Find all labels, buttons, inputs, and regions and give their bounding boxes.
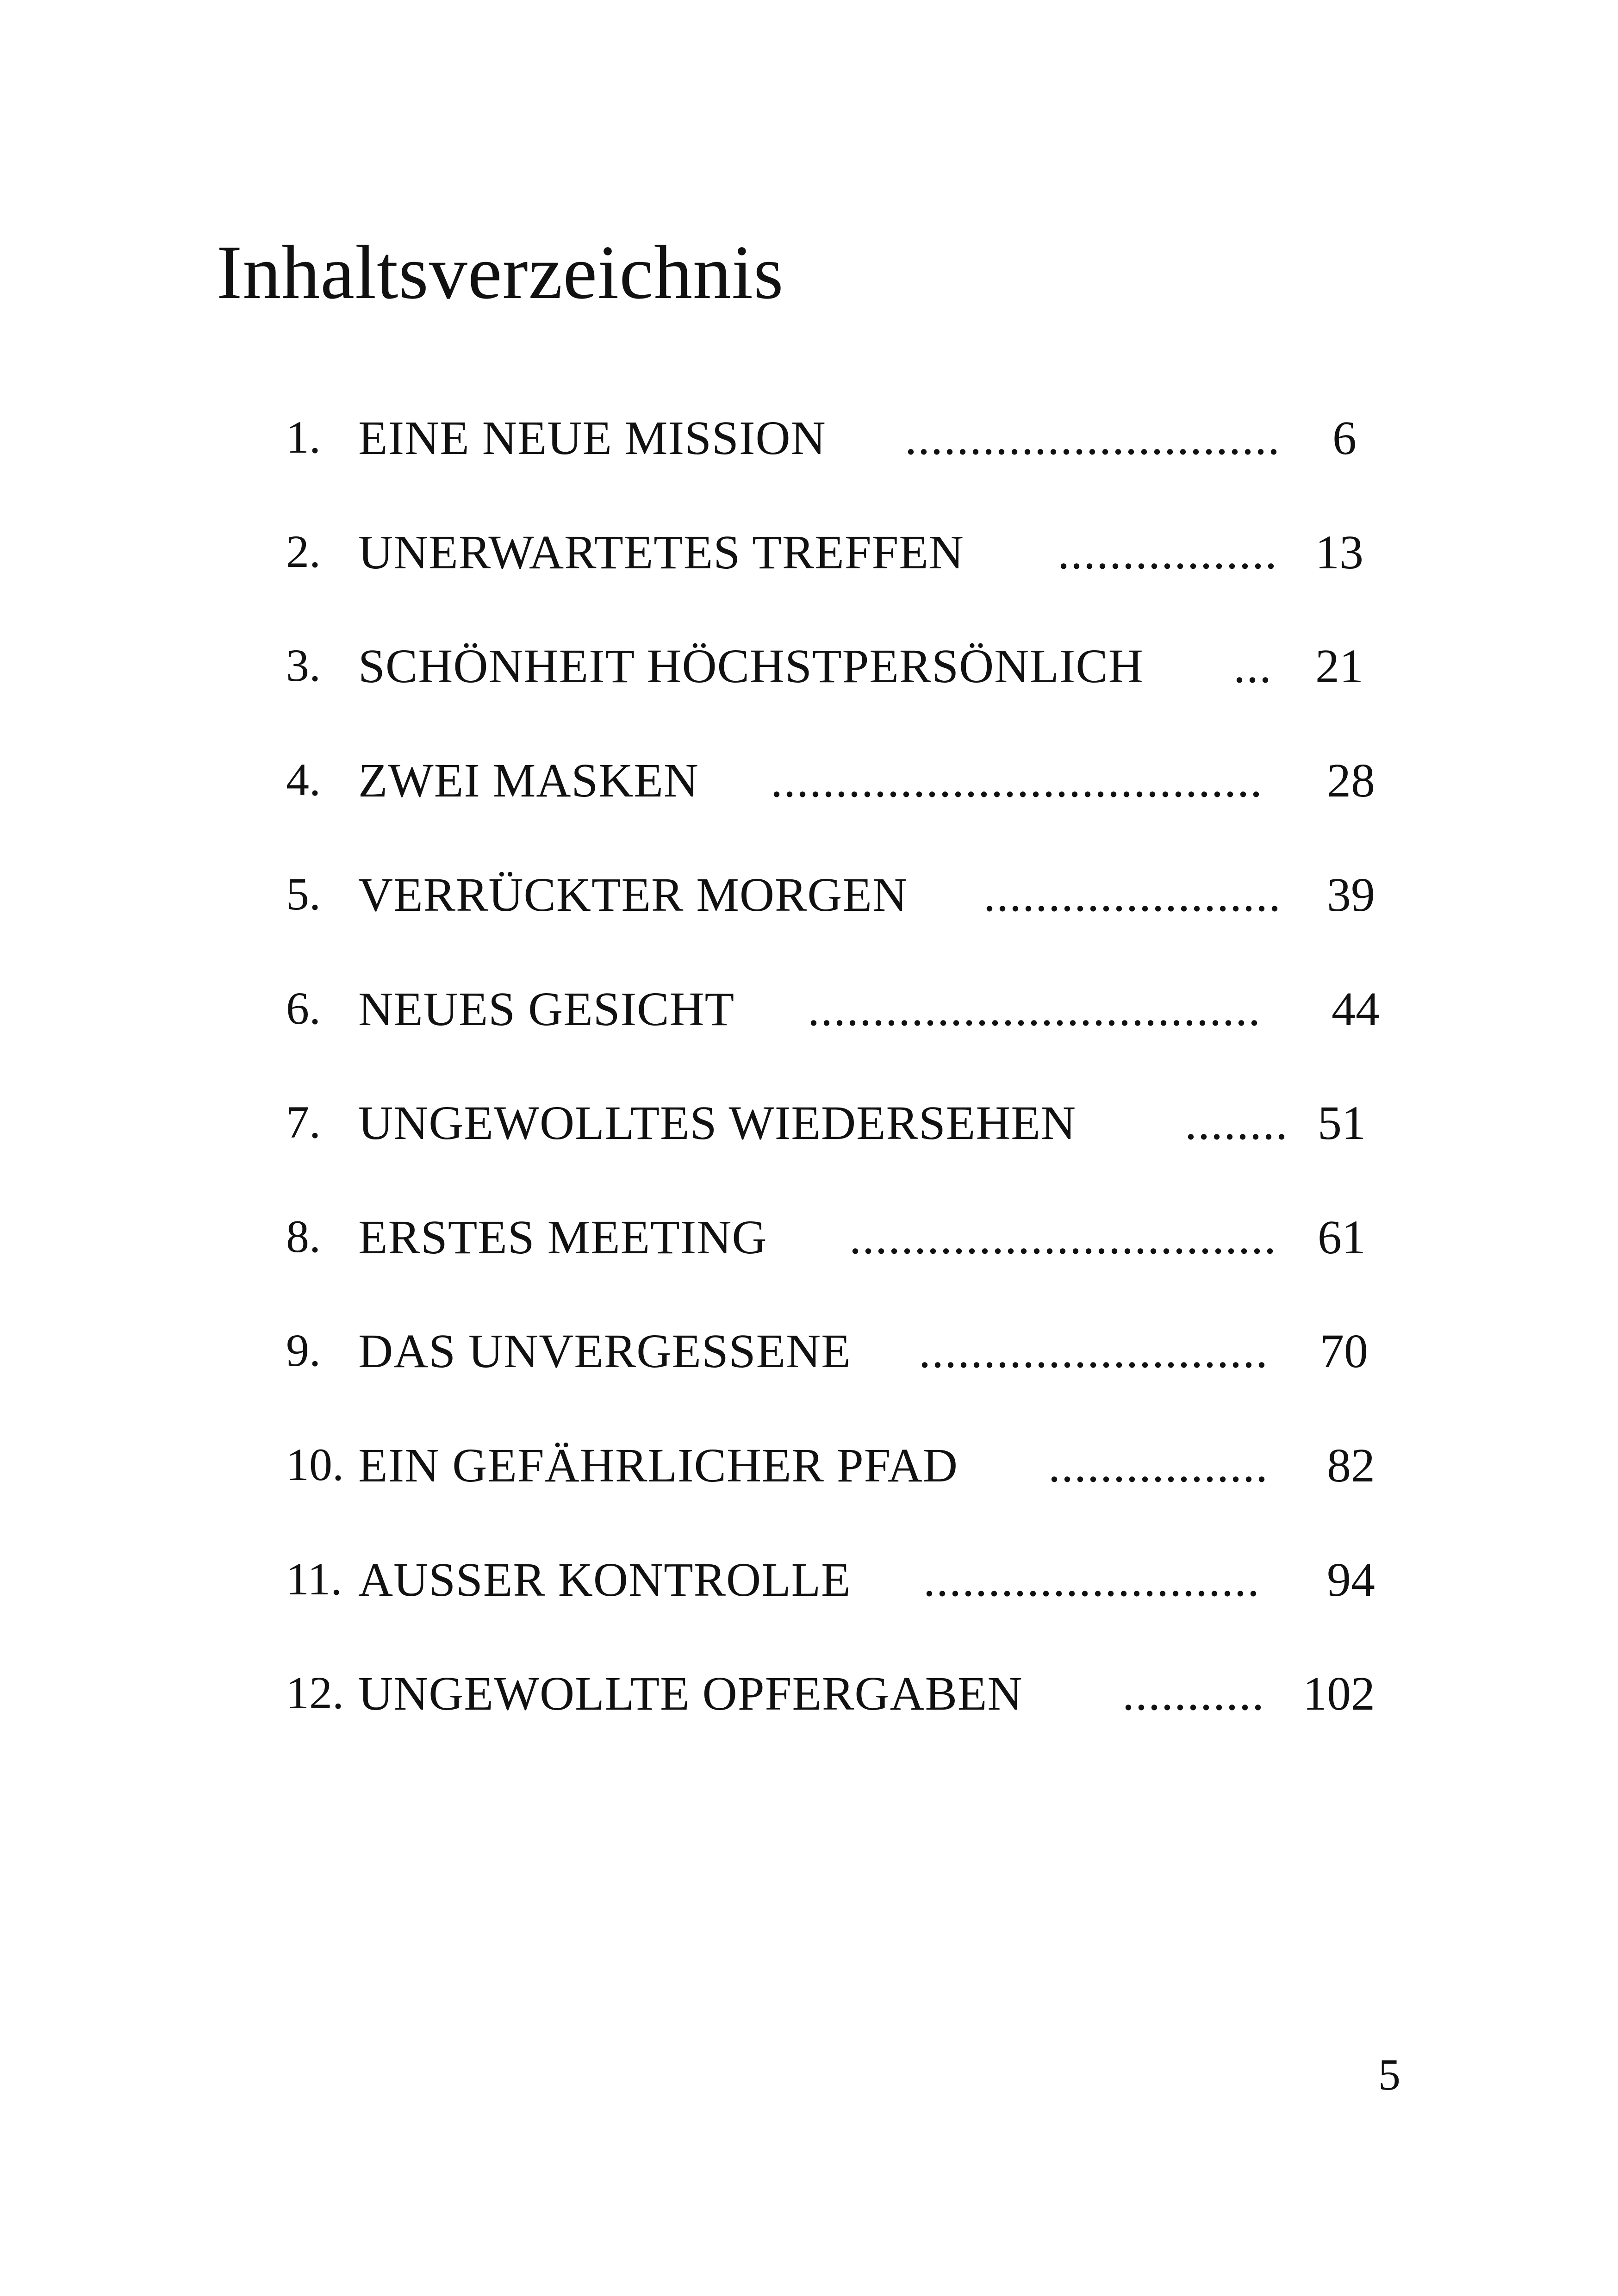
toc-entry[interactable]	[0, 1204, 1618, 1278]
toc-entry-number: 12.	[286, 1667, 344, 1718]
toc-dot-leader: ...	[1233, 642, 1272, 691]
toc-entry[interactable]	[0, 1090, 1618, 1164]
toc-entry-title: VERRÜCKTER MORGEN	[358, 868, 908, 921]
toc-entry-title: AUSSER KONTROLLE	[358, 1553, 851, 1606]
toc-entry-title: ZWEI MASKEN	[358, 754, 699, 807]
toc-entry-page: 94	[1327, 1553, 1375, 1606]
page-title: Inhaltsverzeichnis	[217, 230, 784, 315]
toc-entry-page: 21	[1315, 640, 1363, 693]
toc-entry-page: 70	[1320, 1325, 1368, 1378]
toc-entry-page: 44	[1332, 983, 1380, 1036]
toc-entry-number: 5.	[286, 868, 321, 920]
toc-entry[interactable]	[0, 1547, 1618, 1621]
toc-entry-number: 9.	[286, 1325, 321, 1376]
toc-entry-number: 6.	[286, 983, 321, 1034]
page-number: 5	[1378, 2050, 1400, 2099]
toc-entry-page: 6	[1332, 411, 1357, 465]
toc-dot-leader: ..........................	[923, 1556, 1260, 1604]
toc-entry-number: 10.	[286, 1439, 344, 1490]
toc-entry-title: NEUES GESICHT	[358, 983, 735, 1036]
toc-dot-leader: .................	[1048, 1442, 1269, 1490]
toc-entry-number: 3.	[286, 640, 321, 691]
toc-entry[interactable]	[0, 405, 1618, 479]
toc-entry-page: 28	[1327, 754, 1375, 807]
toc-dot-leader: .................................	[849, 1213, 1277, 1262]
toc-entry[interactable]	[0, 862, 1618, 936]
toc-entry-title: UNGEWOLLTE OPFERGABEN	[358, 1667, 1023, 1720]
toc-entry[interactable]	[0, 1661, 1618, 1735]
toc-entry-title: EIN GEFÄHRLICHER PFAD	[358, 1439, 958, 1492]
toc-entry-page: 39	[1327, 868, 1375, 921]
toc-entry[interactable]	[0, 747, 1618, 821]
toc-entry-number: 11.	[286, 1553, 342, 1605]
toc-entry-page: 51	[1318, 1096, 1366, 1150]
toc-entry-title: EINE NEUE MISSION	[358, 411, 826, 465]
toc-entry-number: 8.	[286, 1211, 321, 1262]
toc-entry-number: 4.	[286, 754, 321, 805]
toc-dot-leader: ........	[1185, 1099, 1288, 1147]
toc-entry-title: SCHÖNHEIT HÖCHSTPERSÖNLICH	[358, 640, 1144, 693]
toc-entry-title: UNGEWOLLTES WIEDERSEHEN	[358, 1096, 1077, 1150]
toc-dot-leader: ...................................	[808, 985, 1261, 1033]
toc-dot-leader: .......................	[983, 871, 1282, 919]
toc-entry[interactable]	[0, 519, 1618, 593]
toc-entry-number: 7.	[286, 1096, 321, 1148]
toc-entry-title: DAS UNVERGESSENE	[358, 1325, 851, 1378]
toc-entry[interactable]	[0, 633, 1618, 707]
toc-entry[interactable]	[0, 1318, 1618, 1392]
toc-entry-title: ERSTES MEETING	[358, 1211, 767, 1264]
toc-entry-number: 1.	[286, 411, 321, 463]
toc-entry-page: 82	[1327, 1439, 1375, 1492]
toc-dot-leader: ...........	[1122, 1670, 1265, 1718]
toc-entry[interactable]	[0, 1432, 1618, 1506]
toc-entry-number: 2.	[286, 526, 321, 577]
toc-dot-leader: ...........................	[919, 1327, 1269, 1375]
toc-entry-page: 61	[1318, 1211, 1366, 1264]
toc-entry-title: UNERWARTETES TREFFEN	[358, 526, 965, 579]
toc-dot-leader: .............................	[905, 414, 1281, 462]
toc-entry-page: 102	[1303, 1667, 1375, 1720]
toc-dot-leader: .................	[1058, 529, 1278, 577]
toc-dot-leader: ......................................	[771, 757, 1263, 805]
toc-entry-page: 13	[1315, 526, 1363, 579]
toc-entry[interactable]	[0, 976, 1618, 1050]
